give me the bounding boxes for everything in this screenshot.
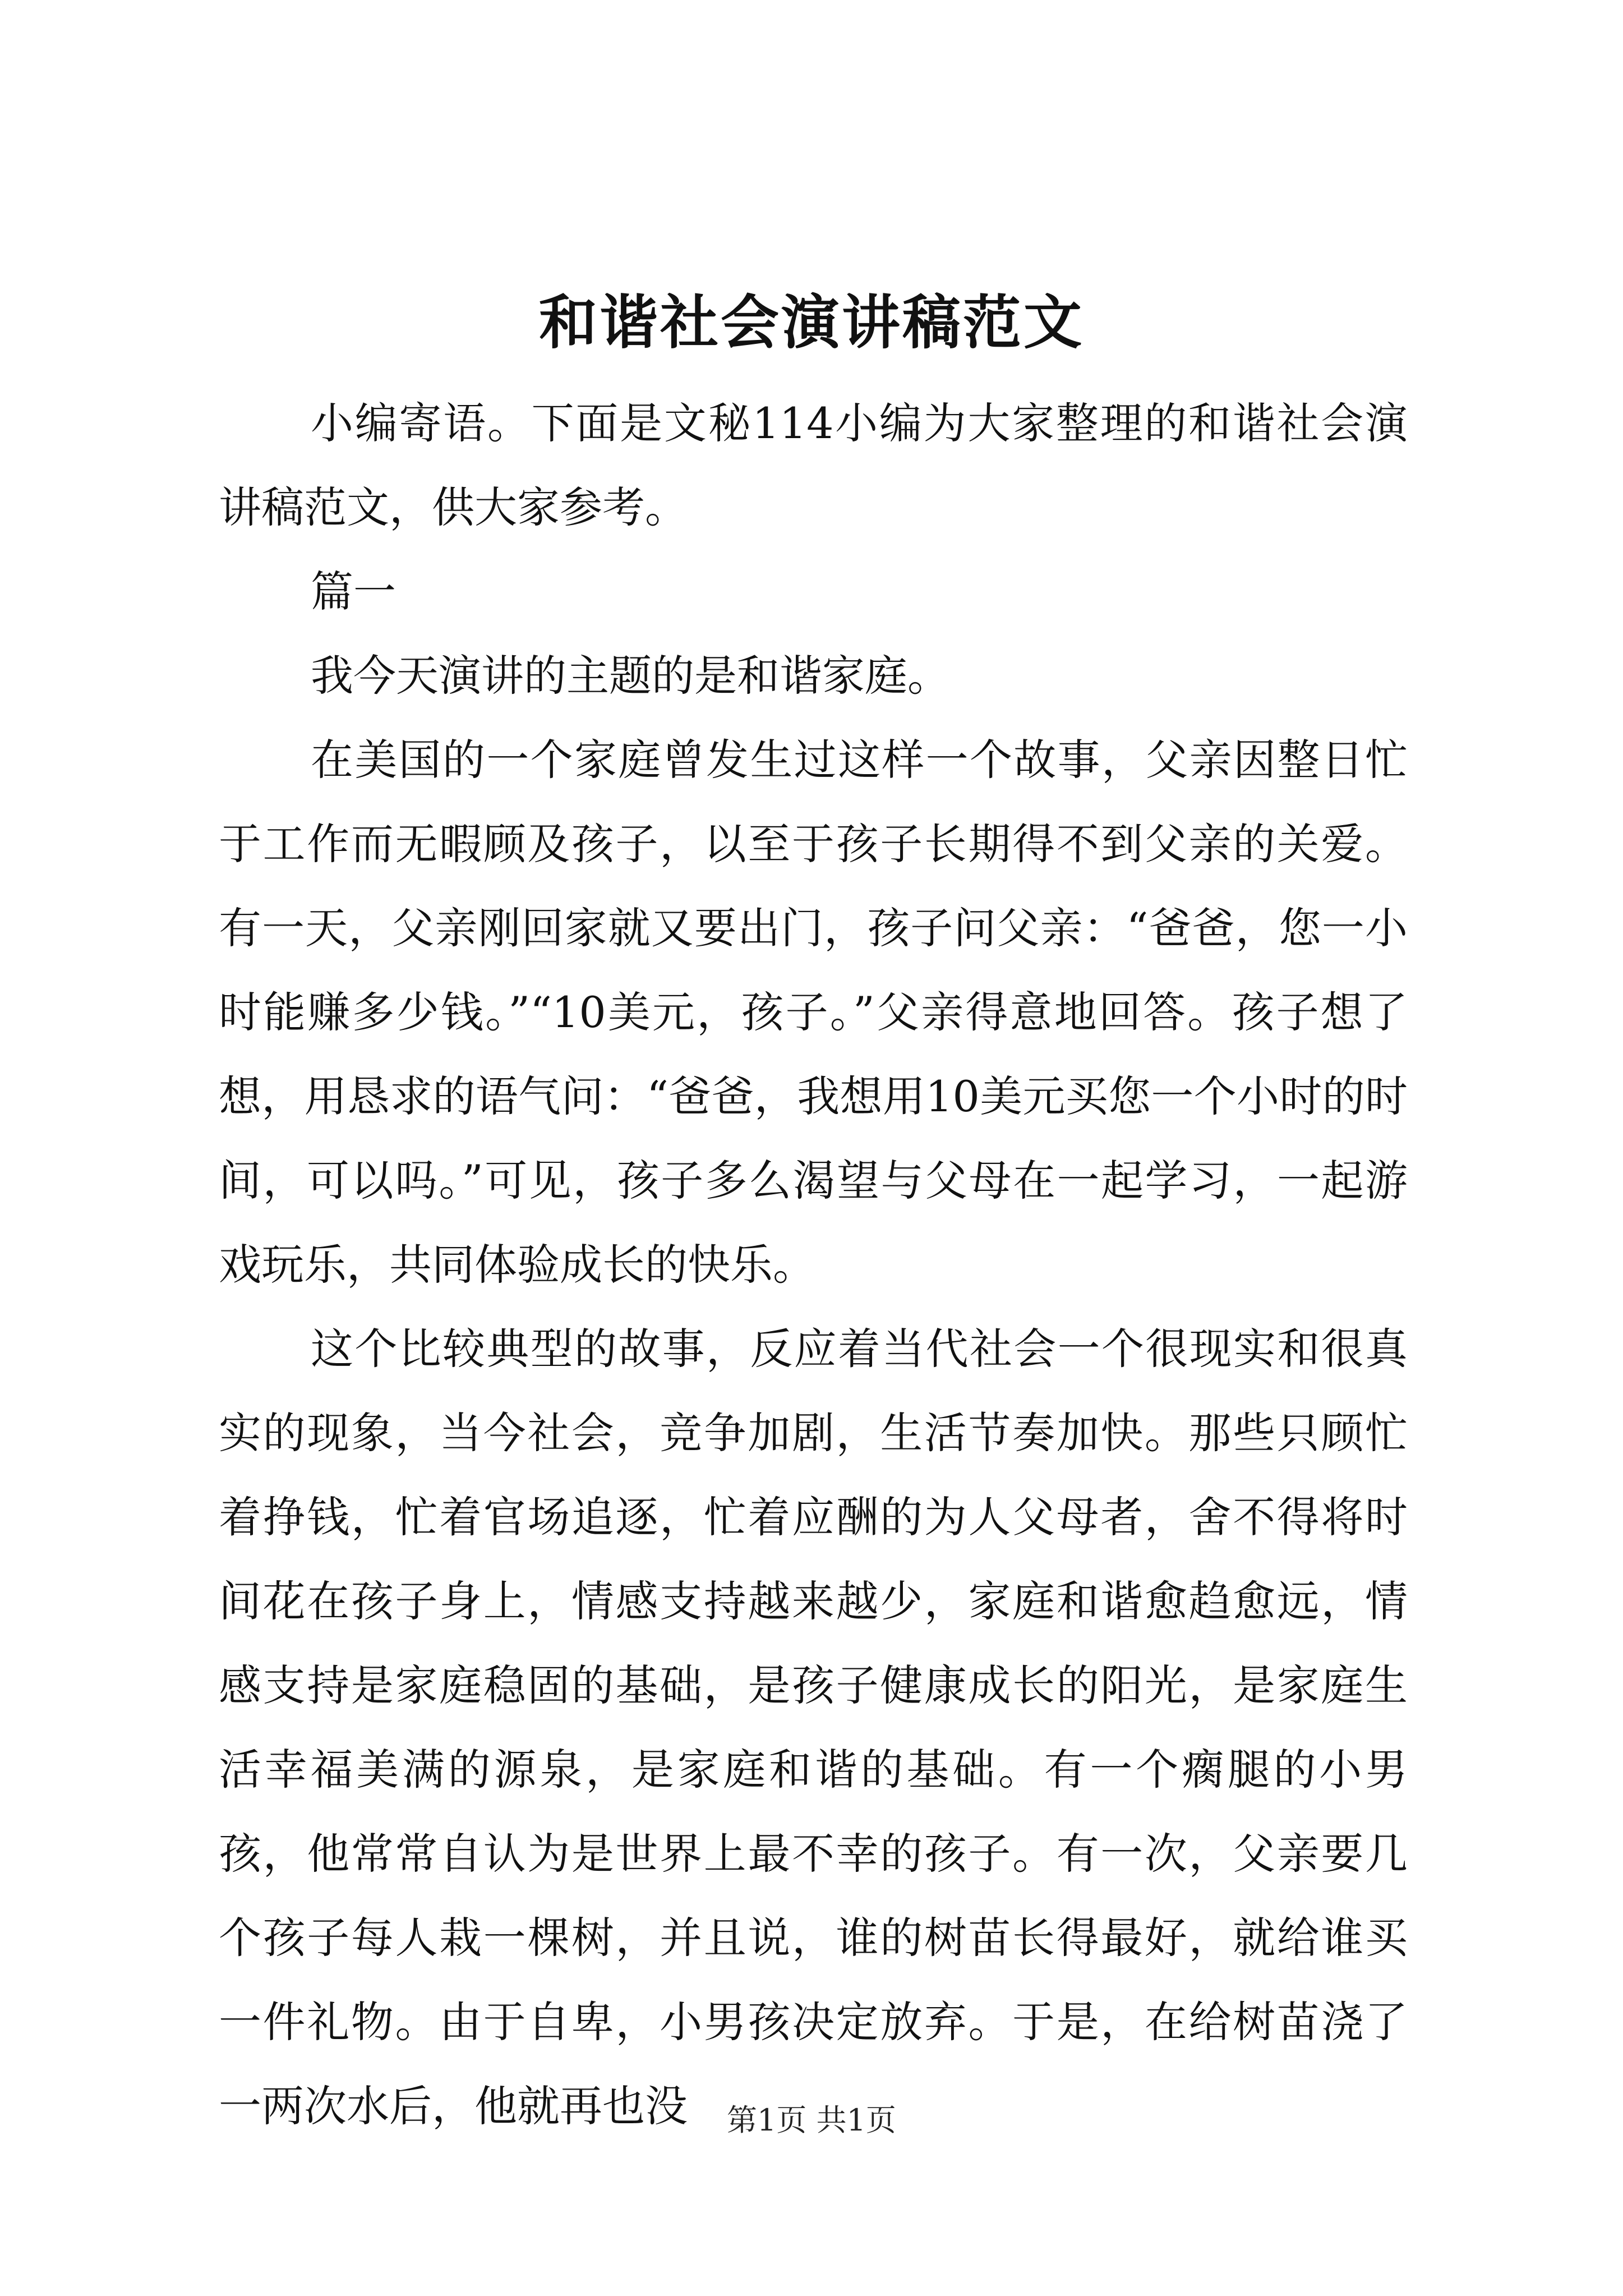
intro-paragraph: 小编寄语。下面是文秘114小编为大家整理的和谐社会演讲稿范文，供大家参考。 [219, 398, 1408, 532]
section-heading: 篇一 [311, 567, 396, 616]
body-paragraph: 我今天演讲的主题的是和谐家庭。 [311, 651, 950, 701]
document-title: 和谐社会演讲稿范文 [538, 288, 1084, 357]
body-paragraph: 在美国的一个家庭曾发生过这样一个故事，父亲因整日忙于工作而无暇顾及孩子，以至于孩子长期得不到父亲的关爱。有一天，父亲刚回家就又要出门，孩子问父亲：“爸爸，您一小时能赚多少钱。”“10美元，孩子。”父亲得意地回答。孩子想了想，用恳求的语气问：“爸爸，我想用10美元买您一个小时的时间，可以吗。”可见，孩子多么渴望与父母在一起学习，一起游戏玩乐，共同体验成长的快乐。 [219, 735, 1408, 1290]
body-paragraph: 这个比较典型的故事，反应着当代社会一个很现实和很真实的现象，当今社会，竞争加剧，生活节奏加快。那些只顾忙着挣钱，忙着官场追逐，忙着应酬的为人父母者，舍不得将时间花在孩子身上，情感支持越来越少，家庭和谐愈趋愈远，情感支持是家庭稳固的基础，是孩子健康成长的阳光，是家庭生活幸福美满的源泉，是家庭和谐的基础。有一个瘸腿的小男孩，他常常自认为是世界上最不幸的孩子。有一次，父亲要几个孩子每人栽一棵树，并且说，谁的树苗长得最好，就给谁买一件礼物。由于自卑，小男孩决定放弃。于是，在给树苗浇了一两次水后，他就再也没 [219, 1324, 1408, 2131]
page-number-footer: 第1页 共1页 [727, 2102, 896, 2138]
document-body [219, 381, 1408, 2148]
